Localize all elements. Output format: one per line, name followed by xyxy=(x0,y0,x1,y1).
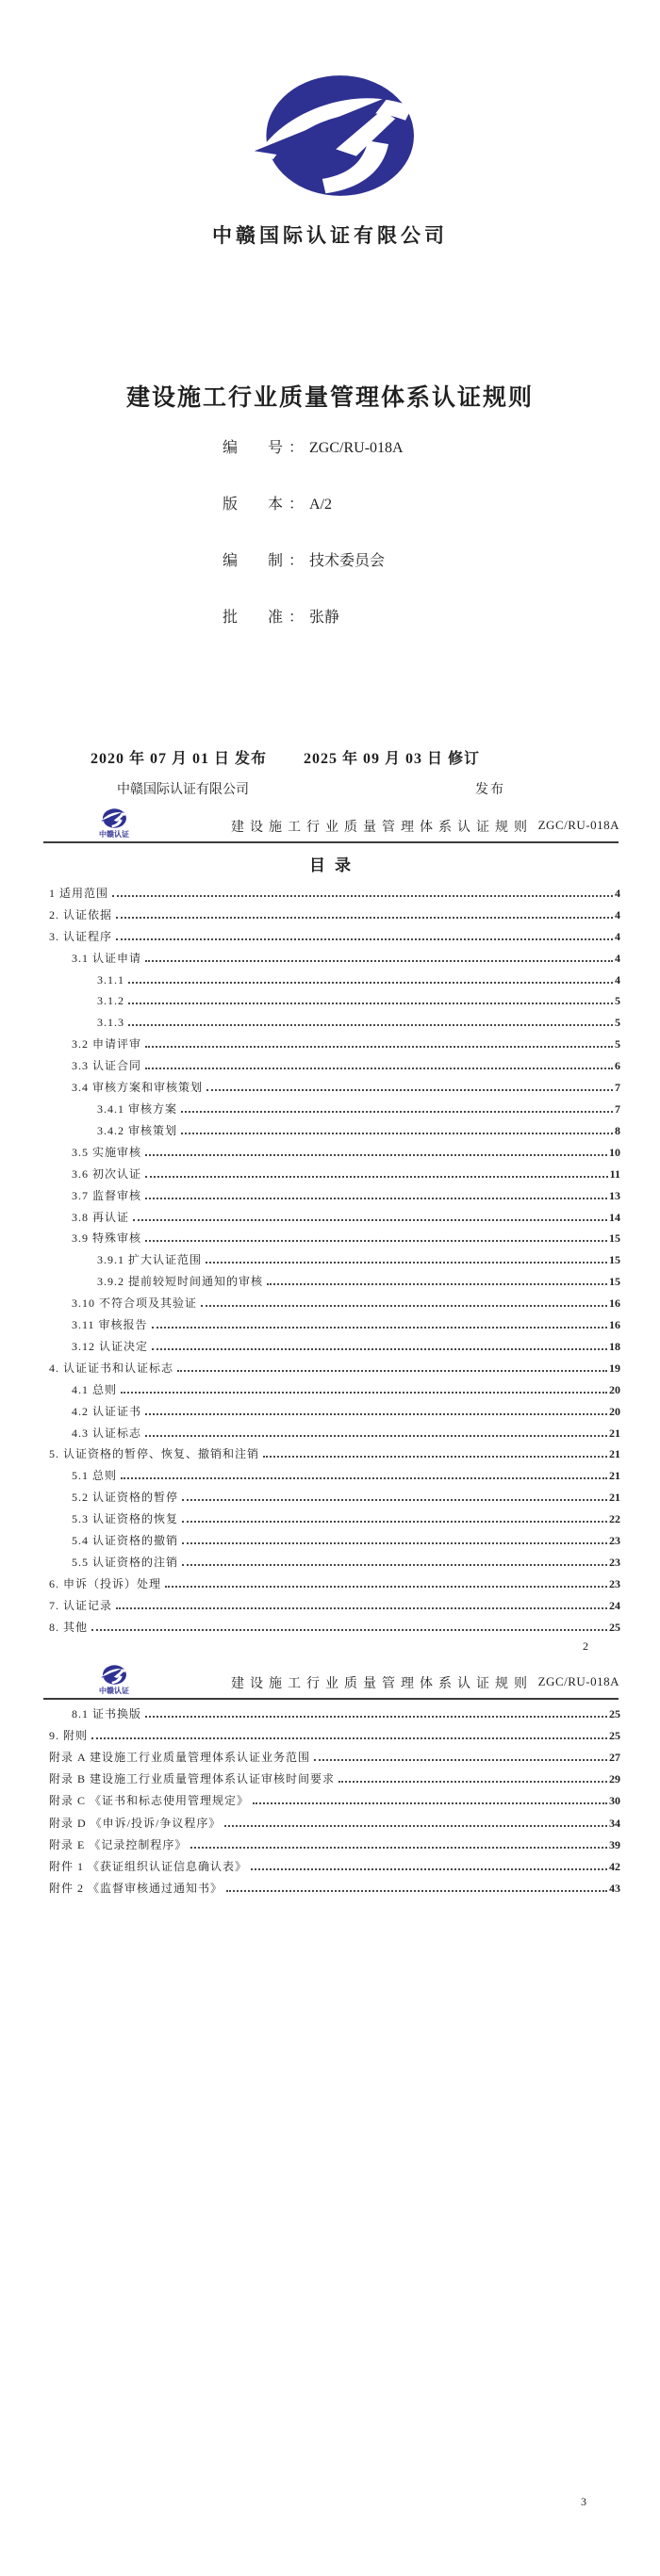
toc-dot-leader xyxy=(145,1435,607,1437)
toc-dot-leader xyxy=(226,1890,607,1892)
toc-dot-leader xyxy=(91,1737,607,1739)
meta-row-number xyxy=(223,435,404,457)
toc-dot-leader xyxy=(263,1456,607,1458)
toc-item xyxy=(45,1765,620,1786)
meta-separator: ： xyxy=(289,497,305,513)
toc-item xyxy=(45,1225,620,1247)
toc-item xyxy=(45,944,620,966)
toc-entry-text: 3.1 认证申请 xyxy=(72,951,142,965)
toc-list-page2 xyxy=(45,879,620,1635)
toc-dot-leader xyxy=(182,1564,607,1566)
toc-dot-leader xyxy=(91,1629,607,1631)
toc-page-number: 20 xyxy=(609,1404,620,1418)
toc-heading: 目录 xyxy=(309,856,360,874)
toc-entry-text: 5.5 认证资格的注销 xyxy=(72,1556,179,1569)
toc-entry-text: 3.9 特殊审核 xyxy=(72,1231,142,1246)
toc-entry-text: 3.4 审核方案和审核策划 xyxy=(72,1081,204,1095)
toc-item xyxy=(45,1203,620,1225)
toc-entry-text: 3.6 初次认证 xyxy=(72,1166,142,1181)
publisher-row xyxy=(0,779,660,796)
toc-item xyxy=(45,1160,620,1182)
toc-page-number: 5 xyxy=(615,1016,620,1030)
toc-item xyxy=(45,1073,620,1095)
toc-page-number: 5 xyxy=(615,1037,620,1052)
toc-page-number: 23 xyxy=(609,1556,620,1569)
toc-page-number: 20 xyxy=(609,1382,620,1396)
header-doc-code: ZGC/RU-018A xyxy=(537,1674,619,1688)
toc-entry-text: 5.3 认证资格的恢复 xyxy=(72,1512,179,1526)
revision-date: 2025 年 09 月 03 日 修订 xyxy=(304,751,481,767)
toc-entry-text: 3.3 认证合同 xyxy=(72,1059,142,1073)
toc-dot-leader xyxy=(251,1868,607,1870)
toc-page-number: 4 xyxy=(615,929,620,943)
header-logo-caption: 中赣认证 xyxy=(99,830,129,839)
meta-value: 张静 xyxy=(309,610,340,626)
meta-label: 批 准 xyxy=(223,610,284,626)
toc-page-number: 4 xyxy=(615,951,620,965)
page-header xyxy=(0,806,660,843)
toc-page-number: 27 xyxy=(609,1751,620,1765)
toc-page-number: 11 xyxy=(609,1166,620,1181)
toc-page-number: 15 xyxy=(609,1253,620,1267)
toc-dot-leader xyxy=(145,1176,608,1178)
toc-dot-leader xyxy=(338,1781,607,1783)
toc-dot-leader xyxy=(145,1413,607,1415)
toc-entry-text: 1 适用范围 xyxy=(49,886,109,900)
meta-separator: ： xyxy=(289,610,305,626)
toc-entry-text: 3.12 认证决定 xyxy=(72,1339,149,1353)
meta-row-approved-by xyxy=(223,605,404,627)
toc-page-number: 16 xyxy=(609,1296,620,1311)
toc-item xyxy=(45,1376,620,1397)
toc-dot-leader xyxy=(128,982,613,984)
toc-entry-text: 附录 C 《证书和标志使用管理规定》 xyxy=(49,1794,250,1808)
toc-page-number: 23 xyxy=(609,1576,620,1590)
meta-row-version xyxy=(223,492,404,514)
toc-entry-text: 3.10 不符合项及其验证 xyxy=(72,1296,198,1311)
toc-item xyxy=(45,1548,620,1570)
toc-item xyxy=(45,1182,620,1203)
toc-dot-leader xyxy=(128,1003,613,1004)
toc-entry-text: 6. 申诉（投诉）处理 xyxy=(49,1576,162,1590)
toc-entry-text: 3.1.1 xyxy=(97,972,124,986)
meta-value: ZGC/RU-018A xyxy=(309,440,404,456)
toc-page-number: 29 xyxy=(609,1772,620,1786)
toc-dot-leader xyxy=(116,938,613,940)
toc-item xyxy=(45,1311,620,1332)
meta-label: 编 制 xyxy=(223,553,284,569)
toc-entry-text: 8. 其他 xyxy=(49,1620,89,1634)
toc-dot-leader xyxy=(145,1198,607,1199)
toc-entry-text: 3.5 实施审核 xyxy=(72,1145,142,1159)
toc-item xyxy=(45,1030,620,1052)
toc-item xyxy=(45,1289,620,1311)
toc-dot-leader xyxy=(121,1392,607,1394)
meta-separator: ： xyxy=(289,440,305,456)
toc-item xyxy=(45,1483,620,1505)
toc-item xyxy=(45,1354,620,1376)
toc-page-number: 21 xyxy=(609,1426,620,1440)
toc-entry-text: 5. 认证资格的暂停、恢复、撤销和注销 xyxy=(49,1447,260,1461)
toc-page-number: 18 xyxy=(609,1339,620,1353)
toc-page-number: 14 xyxy=(609,1210,620,1224)
toc-dot-leader xyxy=(181,1133,613,1134)
header-logo-caption: 中赣认证 xyxy=(99,1687,129,1695)
toc-page-number: 25 xyxy=(609,1729,620,1743)
toc-item xyxy=(45,1874,620,1896)
toc-dot-leader xyxy=(206,1262,607,1264)
toc-page-number: 15 xyxy=(609,1231,620,1246)
toc-page-number: 22 xyxy=(609,1512,620,1526)
toc-page-number: 21 xyxy=(609,1447,620,1461)
toc-page-number: 34 xyxy=(609,1816,620,1830)
toc-page-number: 23 xyxy=(609,1534,620,1548)
date-row xyxy=(0,746,660,767)
toc-dot-leader xyxy=(253,1802,607,1804)
toc-item xyxy=(45,1461,620,1483)
toc-dot-leader xyxy=(267,1283,607,1285)
toc-entry-text: 附录 D 《申诉/投诉/争议程序》 xyxy=(49,1816,222,1830)
toc-dot-leader xyxy=(190,1847,607,1849)
toc-entry-text: 3.4.1 审核方案 xyxy=(97,1101,178,1116)
toc-dot-leader xyxy=(145,1046,613,1048)
toc-page-number: 4 xyxy=(615,972,620,986)
toc-dot-leader xyxy=(177,1370,607,1372)
toc-page-number: 4 xyxy=(615,907,620,921)
toc-entry-text: 3.8 再认证 xyxy=(72,1210,130,1224)
toc-entry-text: 8.1 证书换版 xyxy=(72,1707,142,1721)
toc-item xyxy=(45,1138,620,1160)
toc-dot-leader xyxy=(314,1759,607,1761)
toc-page-number: 15 xyxy=(609,1275,620,1289)
toc-item xyxy=(45,1095,620,1117)
header-title: 建设施工行业质量管理体系认证规则 xyxy=(231,1677,533,1691)
toc-page-number: 43 xyxy=(609,1881,620,1895)
meta-value: A/2 xyxy=(309,497,333,513)
issue-date: 2020 年 07 月 01 日 发布 xyxy=(91,751,268,767)
toc-entry-text: 4. 认证证书和认证标志 xyxy=(49,1361,174,1375)
toc-item xyxy=(45,1808,620,1830)
toc-page-number: 13 xyxy=(609,1188,620,1202)
toc-dot-leader xyxy=(116,917,613,919)
toc-item xyxy=(45,1591,620,1613)
toc-dot-leader xyxy=(145,1154,607,1156)
toc-dot-leader xyxy=(145,1240,607,1242)
toc-item xyxy=(45,1117,620,1138)
toc-entry-text: 3.9.2 提前较短时间通知的审核 xyxy=(97,1275,264,1289)
toc-entry-text: 3.4.2 审核策划 xyxy=(97,1123,178,1137)
toc-entry-text: 3.1.2 xyxy=(97,994,124,1008)
toc-entry-text: 3.7 监督审核 xyxy=(72,1188,142,1202)
company-name: 中赣国际认证有限公司 xyxy=(212,224,448,247)
toc-item xyxy=(45,1505,620,1526)
toc-dot-leader xyxy=(182,1499,607,1501)
toc-dot-leader xyxy=(116,1607,607,1609)
header-logo xyxy=(98,1664,130,1686)
toc-page-number: 10 xyxy=(609,1145,620,1159)
toc-item xyxy=(45,1613,620,1635)
page-number: 3 xyxy=(581,2495,586,2508)
meta-separator: ： xyxy=(289,553,305,569)
toc-page-number: 39 xyxy=(609,1837,620,1851)
toc-entry-text: 5.4 认证资格的撤销 xyxy=(72,1534,179,1548)
toc-page-number: 24 xyxy=(609,1598,620,1612)
company-logo xyxy=(253,68,422,204)
toc-page-number: 7 xyxy=(615,1101,620,1116)
toc-item xyxy=(45,987,620,1009)
toc-item xyxy=(45,966,620,987)
page-header xyxy=(0,1662,660,1700)
toc-page-number: 6 xyxy=(615,1059,620,1073)
toc-page-number: 42 xyxy=(609,1859,620,1873)
toc-page-number: 25 xyxy=(609,1620,620,1634)
toc-item xyxy=(45,922,620,944)
toc-page-number: 5 xyxy=(615,994,620,1008)
toc-entry-text: 附录 A 建设施工行业质量管理体系认证业务范围 xyxy=(49,1751,311,1765)
toc-item xyxy=(45,1052,620,1073)
toc-list-page3 xyxy=(45,1700,620,1896)
toc-item xyxy=(45,1831,620,1852)
toc-item xyxy=(45,1570,620,1591)
toc-item xyxy=(45,1852,620,1874)
toc-entry-text: 附件 2 《监督审核通过通知书》 xyxy=(49,1881,223,1895)
toc-page-number: 8 xyxy=(615,1123,620,1137)
toc-dot-leader xyxy=(121,1477,607,1479)
toc-dot-leader xyxy=(181,1111,613,1113)
toc-dot-leader xyxy=(224,1825,607,1827)
meta-label: 编 号 xyxy=(223,440,284,456)
toc-entry-text: 3.1.3 xyxy=(97,1016,124,1030)
toc-entry-text: 3.9.1 扩大认证范围 xyxy=(97,1253,203,1267)
toc-dot-leader xyxy=(112,895,613,897)
toc-page-number: 30 xyxy=(609,1794,620,1808)
toc-item xyxy=(45,1332,620,1354)
toc-entry-text: 5.1 总则 xyxy=(72,1469,118,1483)
document-title: 建设施工行业质量管理体系认证规则 xyxy=(125,385,534,411)
toc-entry-text: 4.3 认证标志 xyxy=(72,1426,142,1440)
header-doc-code: ZGC/RU-018A xyxy=(537,818,619,832)
toc-entry-text: 5.2 认证资格的暂停 xyxy=(72,1491,179,1505)
toc-dot-leader xyxy=(145,1716,607,1718)
page-number: 2 xyxy=(583,1639,588,1653)
toc-item xyxy=(45,1008,620,1030)
publish-label: 发布 xyxy=(475,783,505,797)
toc-dot-leader xyxy=(206,1089,613,1091)
toc-entry-text: 4.2 认证证书 xyxy=(72,1404,142,1418)
toc-item xyxy=(45,1526,620,1548)
toc-entry-text: 附件 1 《获证组织认证信息确认表》 xyxy=(49,1859,248,1873)
toc-item xyxy=(45,1397,620,1419)
toc-page-number: 21 xyxy=(609,1491,620,1505)
toc-entry-text: 附录 E 《记录控制程序》 xyxy=(49,1837,188,1851)
toc-page-number: 16 xyxy=(609,1318,620,1332)
toc-dot-leader xyxy=(152,1348,607,1350)
toc-entry-text: 2. 认证依据 xyxy=(49,907,113,921)
toc-item xyxy=(45,879,620,901)
toc-entry-text: 附录 B 建设施工行业质量管理体系认证审核时间要求 xyxy=(49,1772,336,1786)
toc-page-number: 4 xyxy=(615,886,620,900)
toc-item xyxy=(45,1441,620,1462)
toc-entry-text: 3.11 审核报告 xyxy=(72,1318,148,1332)
header-logo xyxy=(98,807,130,829)
toc-item xyxy=(45,1419,620,1441)
toc-item xyxy=(45,1786,620,1808)
toc-entry-text: 3. 认证程序 xyxy=(49,929,113,943)
toc-page-number: 25 xyxy=(609,1707,620,1721)
toc-dot-leader xyxy=(152,1327,607,1329)
toc-page-number: 21 xyxy=(609,1469,620,1483)
toc-dot-leader xyxy=(201,1305,607,1307)
toc-item xyxy=(45,1743,620,1765)
toc-dot-leader xyxy=(182,1521,607,1523)
toc-dot-leader xyxy=(182,1542,607,1544)
toc-dot-leader xyxy=(145,1068,613,1069)
toc-page-number: 19 xyxy=(609,1361,620,1375)
toc-item xyxy=(45,1721,620,1743)
toc-item xyxy=(45,1246,620,1267)
cover-meta-block xyxy=(223,435,404,627)
toc-entry-text: 7. 认证记录 xyxy=(49,1598,113,1612)
toc-entry-text: 3.2 申请评审 xyxy=(72,1037,142,1052)
toc-entry-text: 4.1 总则 xyxy=(72,1382,118,1396)
toc-entry-text: 9. 附则 xyxy=(49,1729,89,1743)
toc-dot-leader xyxy=(145,960,613,962)
toc-dot-leader xyxy=(133,1219,607,1221)
header-rule xyxy=(43,841,619,843)
toc-item xyxy=(45,1267,620,1289)
meta-row-compiled-by xyxy=(223,548,404,570)
header-title: 建设施工行业质量管理体系认证规则 xyxy=(231,821,533,835)
toc-dot-leader xyxy=(128,1024,613,1026)
toc-page-number: 7 xyxy=(615,1081,620,1095)
meta-value: 技术委员会 xyxy=(309,553,386,569)
meta-label: 版 本 xyxy=(223,497,284,513)
toc-item xyxy=(45,1700,620,1721)
toc-item xyxy=(45,901,620,922)
publisher-name: 中赣国际认证有限公司 xyxy=(117,783,249,797)
toc-dot-leader xyxy=(165,1586,607,1588)
